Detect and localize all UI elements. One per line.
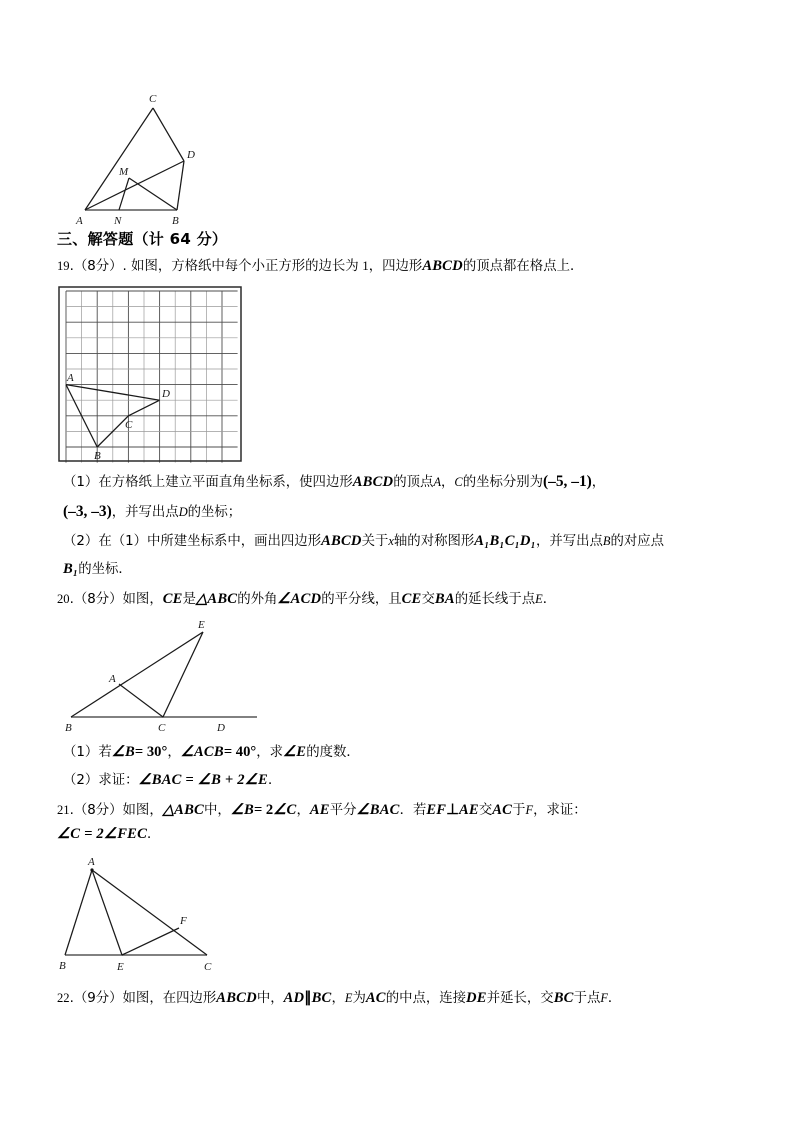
q19-sub2-text-a: 在（1）中所建坐标系中，画出四边形 [98, 533, 322, 549]
figure-q21-svg [57, 852, 302, 977]
q20-sub1-eq1: = 30° [134, 743, 168, 760]
q22-seg-ad: AD [283, 990, 305, 1007]
q19-sub1-pt-d: D [178, 504, 188, 519]
q20-sub1-text-b: ，求 [256, 744, 283, 760]
figure-q20-triangle [57, 614, 747, 736]
q19-sub2-image-quad: A₁B₁C₁D₁ [474, 532, 536, 549]
q19-sub2-text-b: 关于 [361, 533, 389, 549]
q19-sub2-pt-b: B [602, 533, 611, 548]
question-22-stem [57, 987, 747, 1011]
q19-sub2-cont [57, 555, 747, 584]
q20-stem-prefix: .（8分）如图， [69, 592, 163, 608]
q21-tri-abc: △ABC [162, 802, 204, 819]
figure-top-triangle [57, 88, 747, 228]
figure-top-label-B: B [172, 215, 179, 227]
figure-q19-grid [57, 285, 747, 463]
q20-text-f: ． [542, 592, 557, 608]
q20-pt-e: E [535, 592, 543, 607]
q20-sub1-comma: ， [167, 744, 181, 760]
q21-text-g: ． [147, 826, 161, 842]
q19-sub1-marker: （1） [63, 474, 99, 490]
q21-seg-ac: AC [492, 802, 513, 819]
q20-seg-ce2: CE [401, 591, 422, 608]
q21-label-E: E [117, 961, 124, 974]
grid-lines-vertical [66, 291, 222, 463]
q21-ang-c: ∠C [273, 802, 297, 819]
q22-text-d: 并延长，交 [486, 991, 554, 1007]
q19-sub2 [57, 527, 747, 556]
q20-number: 20 [57, 592, 70, 607]
q21-label-B: B [59, 960, 66, 973]
q19-sub2-text-d: ，并写出点 [535, 533, 603, 549]
q21-pt-f: F [525, 803, 534, 818]
q19-sub2-pt-b1: B₁ [63, 561, 79, 578]
q19-sub2-marker: （2） [63, 533, 99, 549]
q19-sub1-coord1: (–5, –1) [543, 472, 592, 490]
q22-parallel-icon: ∥ [304, 990, 312, 1007]
q20-sub1-ang-acb: ∠ACB [180, 743, 224, 760]
page-content [57, 88, 747, 1011]
q21-perp-icon: ⊥ [446, 802, 459, 819]
q19-sub1-quad: ABCD [352, 473, 394, 490]
q19-sub1-cont [57, 497, 747, 527]
q22-text-c: 的中点，连接 [385, 991, 467, 1007]
q19-stem-suffix: 的顶点都在格点上． [462, 259, 584, 274]
figure-top-label-M: M [119, 166, 129, 178]
q20-sub1-ang-e: ∠E [283, 743, 307, 760]
q20-sub2-marker: （2） [63, 773, 99, 789]
q19-sub2-axis: x [388, 533, 394, 548]
q19-sub1-pt-c: C [454, 474, 463, 489]
section-title: 三、解答题（计 64 分） [57, 230, 228, 248]
q19-stem-quad: ABCD [422, 258, 463, 274]
q22-text-f: ． [607, 991, 622, 1007]
q22-comma: ， [331, 991, 345, 1007]
figure-top-label-C: C [149, 93, 157, 105]
q22-seg-bc: BC [311, 990, 332, 1007]
q19-label-C: C [125, 418, 133, 431]
grid-lines-horizontal [66, 291, 238, 447]
q19-sub1-coord2: (–3, –3) [63, 502, 112, 520]
q19-stem-prefix: .（8分）. 如图，方格纸中每个小正方形的边长为 [69, 259, 359, 274]
q20-sub1-text-c: 的度数． [306, 744, 360, 760]
q21-label-F: F [180, 915, 187, 928]
q20-sub2-text-b: ． [267, 773, 282, 789]
q20-ang-acd: ∠ACD [277, 591, 322, 608]
q20-label-B: B [65, 721, 72, 734]
q21-ang-bac: ∠BAC [356, 802, 400, 819]
q22-text-e: 于点 [573, 991, 601, 1007]
q22-text-b: 为 [352, 991, 366, 1007]
q20-text-c: 的平分线，且 [321, 592, 402, 608]
q19-sub2-text-c: 轴的对称图形 [393, 533, 475, 549]
q20-sub2 [57, 766, 747, 795]
q21-eq1: = 2 [253, 802, 274, 819]
q20-sub1-eq2: = 40° [223, 743, 257, 760]
q21-text-c: ．若 [399, 803, 427, 819]
figure-top-label-D: D [187, 149, 195, 161]
q19-sub2-text-f: 的坐标． [78, 562, 132, 578]
figure-top-label-N: N [114, 215, 122, 227]
q20-text-a: 是 [182, 592, 196, 608]
q19-label-A: A [67, 371, 74, 384]
q21-seg-ae2: AE [458, 802, 479, 819]
q20-tri-abc: △ABC [195, 591, 238, 608]
q19-sub2-quad: ABCD [321, 532, 362, 549]
question-21-stem [57, 799, 747, 823]
question-21-conclusion [57, 823, 747, 847]
q22-seg-de: DE [466, 990, 487, 1007]
q20-sub1-text-a: 若 [98, 744, 112, 760]
q21-text-a: 中， [203, 803, 231, 819]
q22-seg-ac: AC [365, 990, 386, 1007]
figure-top-label-A: A [76, 215, 83, 227]
q19-sub1-text-d: ，并写出点 [111, 504, 179, 520]
q21-conclusion: ∠C = 2∠FEC [57, 825, 148, 842]
q21-comma: ， [296, 803, 310, 819]
q21-stem-prefix: .（8分）如图， [69, 803, 163, 819]
q20-text-e: 的延长线于点 [454, 592, 536, 608]
q20-seg-ce: CE [162, 591, 183, 608]
q21-seg-ae: AE [309, 802, 330, 819]
q21-text-e: 于 [512, 803, 526, 819]
q20-seg-ba: BA [434, 591, 455, 608]
q21-label-C: C [204, 961, 212, 974]
q22-pt-e: E [344, 991, 353, 1006]
q20-sub2-text-a: 求证： [98, 773, 139, 789]
q21-label-A: A [88, 856, 95, 869]
q19-sub1-text-e: 的坐标； [187, 504, 242, 520]
q20-label-E: E [198, 618, 205, 631]
q22-pt-f: F [600, 991, 608, 1006]
q19-label-B: B [94, 449, 101, 462]
q22-seg-bc2: BC [553, 990, 574, 1007]
q22-number: 22 [57, 991, 70, 1006]
q21-seg-ef: EF [426, 802, 447, 819]
q19-sub2-text-e: 的对应点 [610, 533, 665, 549]
q22-text-a: 中， [256, 991, 284, 1007]
q20-sub1 [57, 738, 747, 767]
q21-text-b: 平分 [329, 803, 357, 819]
q20-sub2-expr: ∠BAC = ∠B + 2∠E [138, 772, 268, 789]
question-20-stem [57, 588, 747, 612]
q19-sub1-text-c: 的坐标分别为 [462, 474, 544, 490]
q20-sub1-marker: （1） [63, 744, 99, 760]
q19-stem-one: 1 [362, 258, 369, 273]
q22-quad: ABCD [216, 990, 257, 1007]
q19-sub1-comma: ， [441, 474, 455, 490]
q19-label-D: D [162, 387, 170, 400]
q20-label-D: D [217, 721, 225, 734]
q20-label-A: A [109, 672, 116, 685]
figure-q20-svg [57, 614, 302, 736]
q21-text-f: ，求证： [533, 803, 587, 819]
q19-sub1: （1）在方格纸上建立平面直角坐标系，使四边形ABCD的顶点A，C的坐标分别为(–5, –1)， [63, 472, 606, 490]
q19-sub1-text-b: 的顶点 [393, 474, 434, 490]
figure-top-svg [57, 88, 257, 228]
q20-sub1-ang-b: ∠B [111, 743, 135, 760]
q20-text-b: 的外角 [237, 592, 278, 608]
q20-text-d: 交 [421, 592, 435, 608]
figure-q21-triangle [57, 852, 747, 977]
q22-stem-prefix: .（9分）如图，在四边形 [69, 991, 217, 1007]
q19-stem-mid: ，四边形 [368, 259, 423, 274]
question-19-stem [57, 255, 747, 279]
q21-ang-b: ∠B [230, 802, 254, 819]
q19-sub1-pt-a: A [433, 474, 442, 489]
q21-number: 21 [57, 803, 70, 818]
q20-label-C: C [158, 721, 166, 734]
figure-q19-svg [57, 285, 243, 463]
q21-text-d: 交 [478, 803, 493, 819]
q19-number: 19 [57, 259, 70, 273]
q19-sub1-text-a: 在方格纸上建立平面直角坐标系，使四边形 [98, 474, 353, 490]
